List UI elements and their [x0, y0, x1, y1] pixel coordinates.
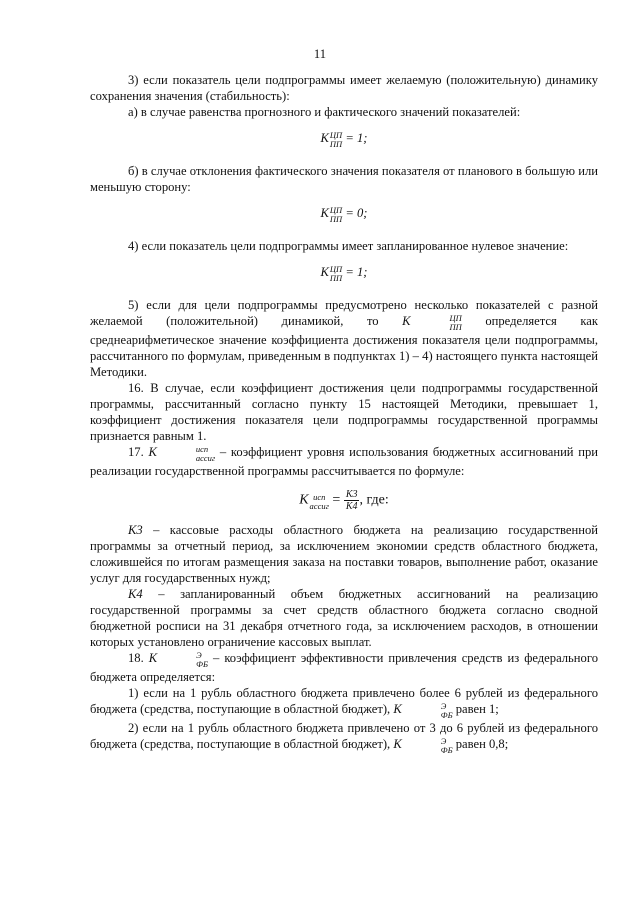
formula-k-cp-pp-eq-0: К ЦП ПП = 0;	[320, 205, 368, 224]
paragraph-4: 4) если показатель цели подпрограммы имеет запланированное нулевое значение:	[128, 239, 569, 253]
paragraph-3b: б) в случае отклонения фактического значения показателя от планового в большую или меньшую сторону:	[90, 164, 598, 194]
paragraph-3: 3) если показатель цели подпрограммы имеет желаемую (положительную) динамику сохранения значения (стабильность):	[90, 73, 598, 103]
paragraph-16: 16. В случае, если коэффициент достижения цели подпрограммы государственной программы, рассчитанный согласно пункту 15 настоящей Методики, превышает 1, коэффициент достижения показателя цели подпрограммы государственной программы признается равным 1.	[90, 381, 598, 443]
fraction: $\frac{К3}{К4}$	[345, 489, 358, 512]
paragraph-18: 18. К Э ФБ – коэффициент эффективности привлечения средств из федерального бюджета определяется:	[90, 650, 598, 684]
page-number: 11	[313, 47, 327, 61]
paragraph-18-1: 1) если на 1 рубль областного бюджета привлечено более 6 рублей из федерального бюджета (средства, поступающие в областной бюджет), К Э ФБ равен 1;	[90, 686, 598, 720]
paragraph-18-2: 2) если на 1 рубль областного бюджета привлечено от 3 до 6 рублей из федерального бюджета (средства, поступающие в областной бюджет), К Э ФБ равен 0,8;	[90, 721, 598, 755]
paragraph-5: 5) если для цели подпрограммы предусмотрено несколько показателей с разной желаемой (положительной) динамикой, то К ЦП ПП определяется как среднеарифметическое значение коэффициента достижения показателя цели подпрограммы, рассчитанного по формулам, приведенным в подпунктах 1) – 4) настоящего пункта настоящей Методики.	[90, 298, 598, 379]
paragraph-k4: К4 – запланированный объем бюджетных ассигнований на реализацию государственной программы за счет средств областного бюджета согласно сводной бюджетной росписи на 31 декабря отчетного года, за исключением расходов, в отношении которых установлено ограничение кассовых выплат.	[90, 587, 598, 649]
formula-k-cp-pp-eq-1: К ЦП ПП = 1;	[320, 130, 368, 149]
formula-k-cp-pp-eq-1-b: К ЦП ПП = 1;	[320, 264, 368, 283]
paragraph-17: 17. К исп ассиг – коэффициент уровня использования бюджетных ассигнований при реализации государственной программы рассчитывается по формуле:	[90, 444, 598, 478]
formula-k-assig: К исп ассиг = $\frac{К3}{К4}$ , где:	[299, 489, 389, 512]
paragraph-k3: К3 – кассовые расходы областного бюджета на реализацию государственной программы за отчетный период, за исключением экономии средств областного бюджета, сложившейся по итогам размещения заказа на поставки товаров, выполнение работ, оказание услуг для государственных нужд;	[90, 523, 598, 585]
paragraph-3a: а) в случае равенства прогнозного и фактического значений показателей:	[128, 105, 521, 119]
document-body	[90, 72, 598, 755]
